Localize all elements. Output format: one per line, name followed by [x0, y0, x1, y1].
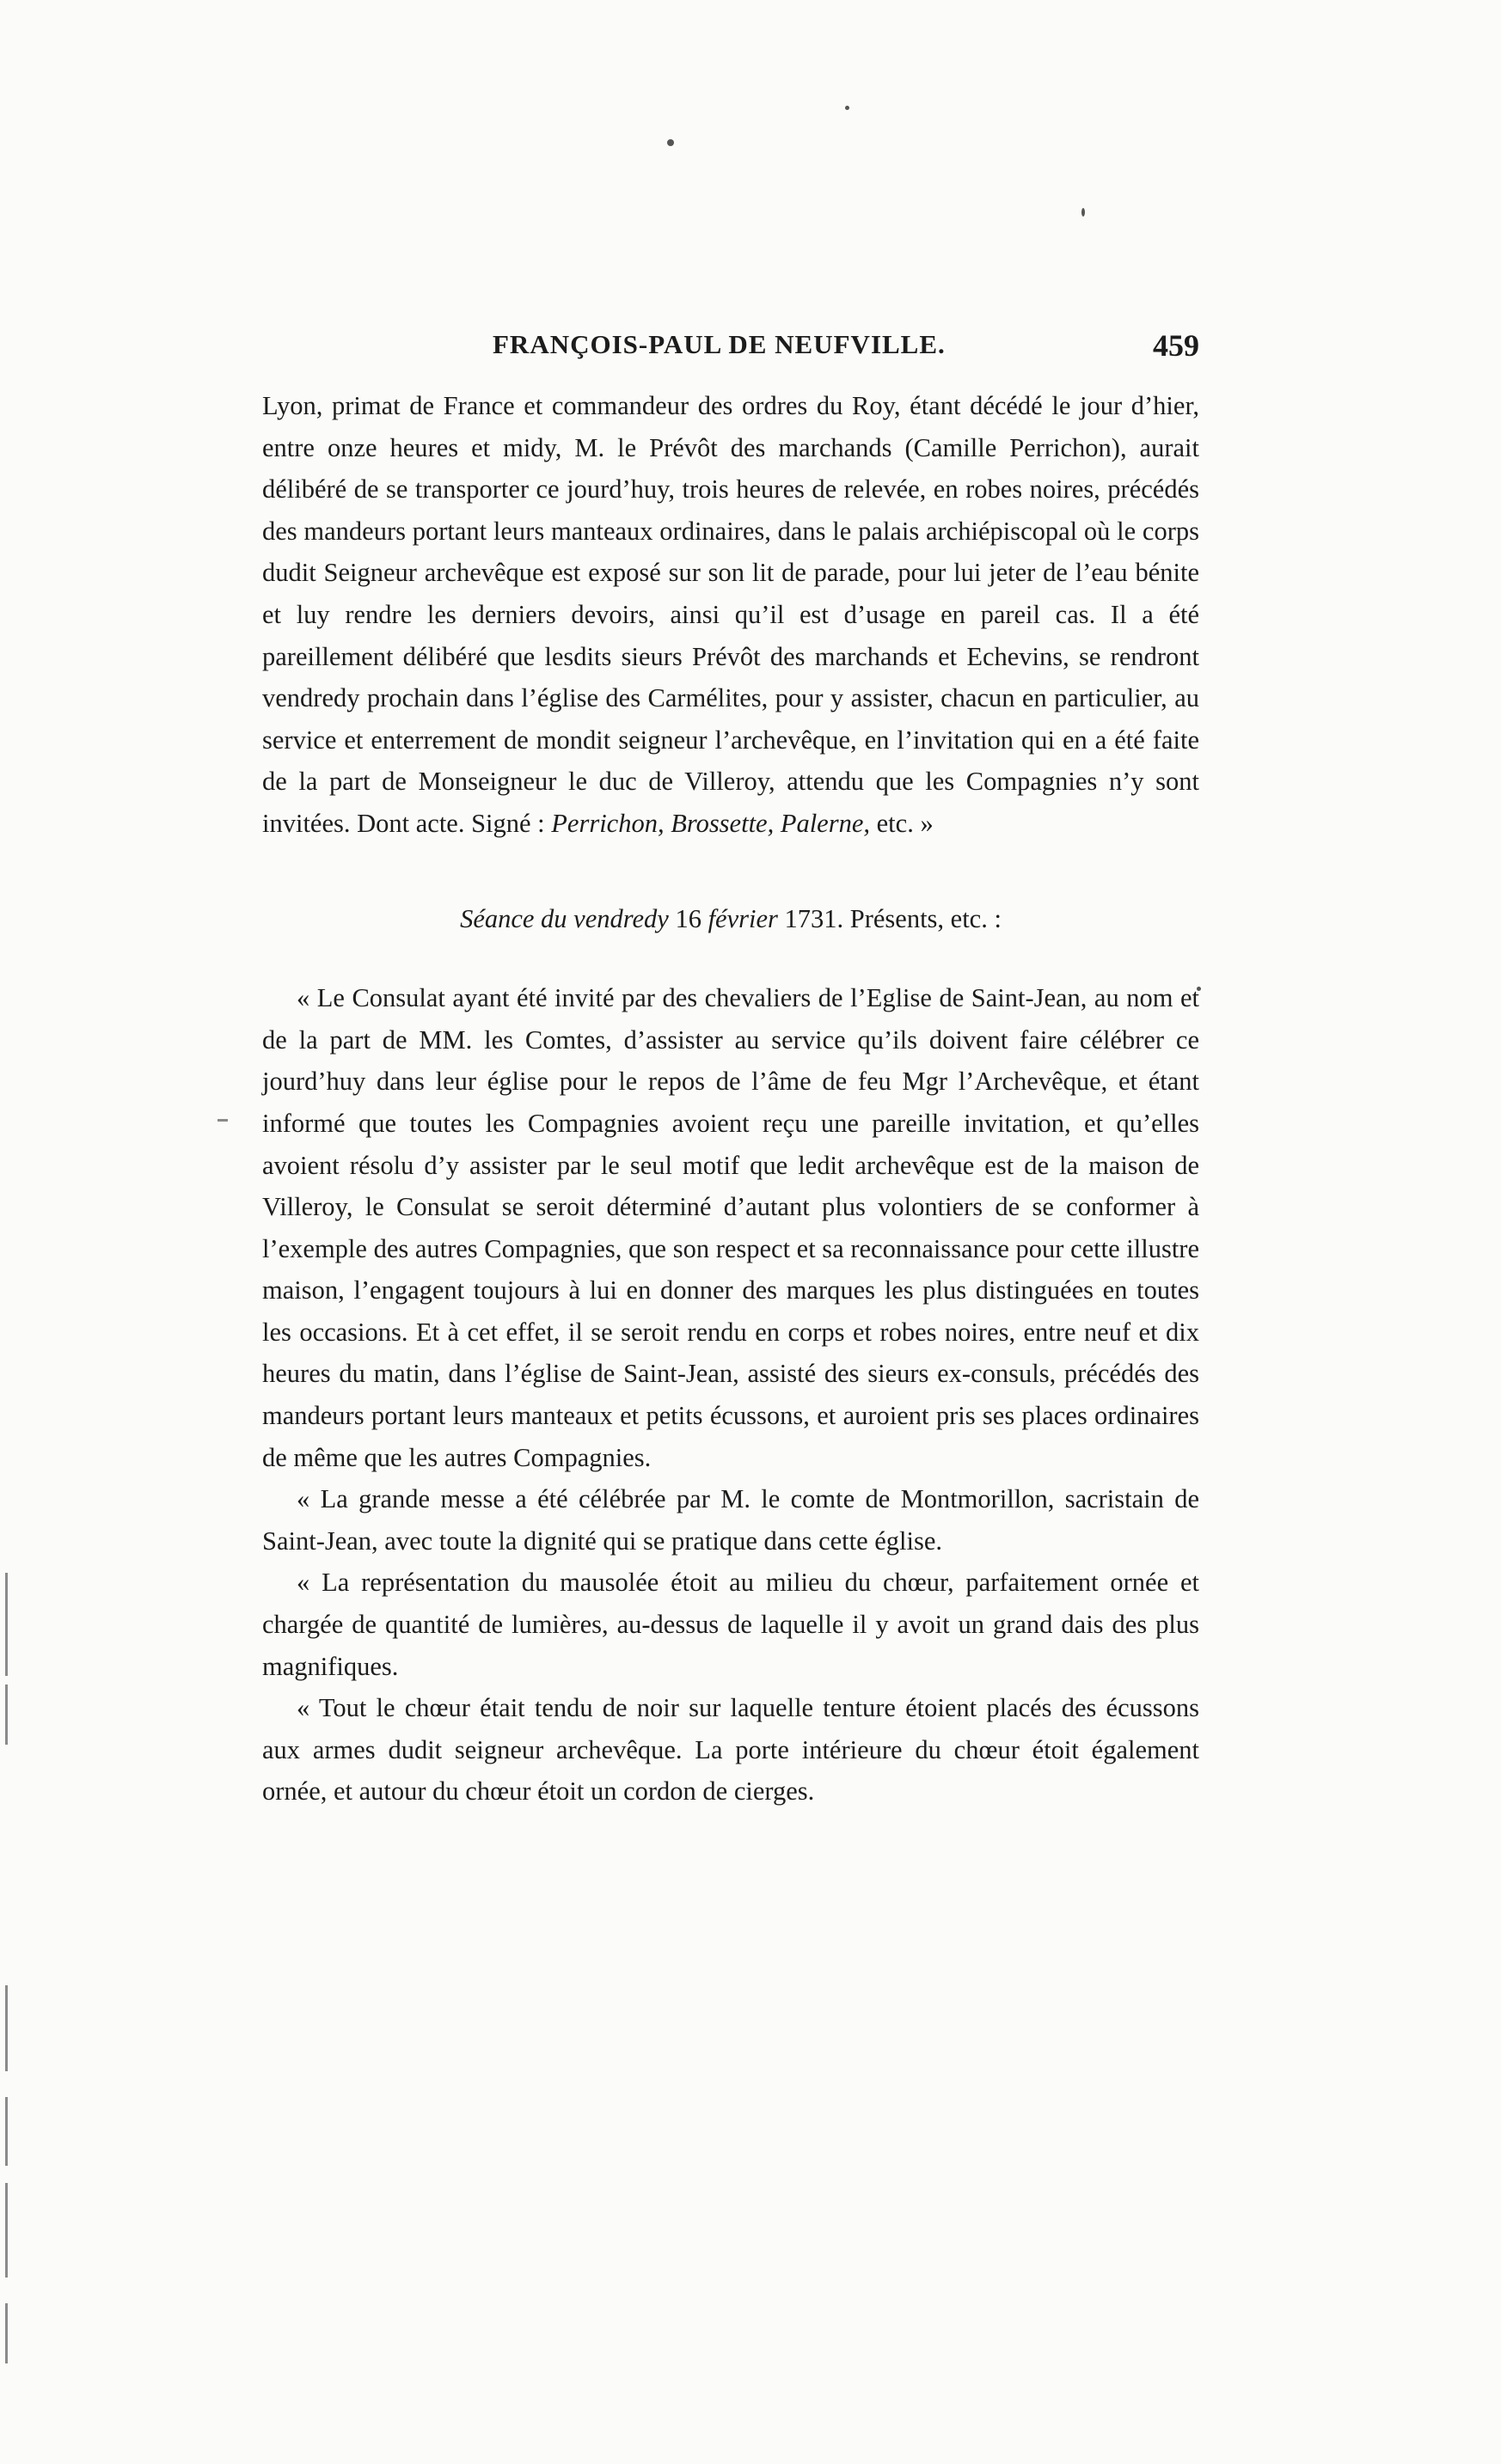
margin-rule — [5, 1684, 8, 1745]
page-header — [262, 329, 1199, 372]
paragraph-text: Lyon, primat de France et commandeur des ordres du Roy, étant décédé le jour d’hier, entre onze heures et midy, M. le Prévôt des marchands (Camille Perrichon), aurait délibéré de se transporter ce jourd’huy, trois heures de relevée, en robes noires, précédés des mandeurs portant leurs manteaux ordinaires, dans le palais archiépiscopal où le corps dudit Seigneur archevêque est exposé sur son lit de parade, pour lui jeter de l’eau bénite et luy rendre les derniers devoirs, ainsi qu’il est d’usage en pareil cas. Il a été pareillement délibéré que lesdits sieurs Prévôt des marchands et Echevins, se rendront vendredy prochain dans l’église des Carmélites, pour y assister, chacun en particulier, au service et enterrement de mondit seigneur l’archevêque, en l’invitation qui en a été faite de la part de Monseigneur le duc de Villeroy, attendu que les Compagnies n’y sont invitées. Dont acte. Signé : — [262, 391, 1199, 838]
margin-dash — [217, 1119, 228, 1122]
session-heading-italic: Séance du vendredy — [460, 903, 669, 933]
session-rest: 1731. Présents, etc. : — [784, 903, 1002, 933]
session-heading — [262, 898, 1199, 940]
margin-rule — [5, 1573, 8, 1676]
margin-rule — [5, 2183, 8, 2278]
signatures: Perrichon, Brossette, Palerne, — [551, 808, 871, 838]
paragraph-mausolee: « La représentation du mausolée étoit au milieu du chœur, parfaitement ornée et chargée de quantité de lumières, au-dessus de laquelle il y avoit un grand dais des plus magnifiques. — [262, 1568, 1199, 1681]
paragraph-grande-messe: « La grande messe a été célébrée par M. le comte de Montmorillon, sacristain de Saint-Jean, avec toute la dignité qui se pratique dans cette église. — [262, 1484, 1199, 1556]
scan-speck — [667, 139, 674, 146]
paragraph-consulat: « Le Consulat ayant été invité par des chevaliers de l’Eglise de Saint-Jean, au nom et de la part de MM. les Comtes, d’assister au service qu’ils doivent faire célébrer ce jourd’huy dans leur église pour le repos de l’âme de feu Mgr l’Archevêque, et étant informé que toutes les Compagnies avoient reçu une pareille invitation, et qu’elles avoient résolu d’y assister par le seul motif que ledit archevêque est de la maison de Villeroy, le Consulat se seroit déterminé d’autant plus volontiers de se conformer à l’exemple des autres Compagnies, que son respect et sa reconnaissance pour cette illustre maison, l’engagent toujours à lui en donner des marques les plus distinguées en toutes les occasions. Et à cet effet, il se seroit rendu en corps et robes noires, entre neuf et dix heures du matin, dans l’église de Saint-Jean, assisté des sieurs ex-consuls, précédés des mandeurs portant leurs manteaux et petits écussons, et auroient pris ses places ordinaires de même que les autres Compagnies. — [262, 983, 1199, 1472]
paragraph-choeur: « Tout le chœur était tendu de noir sur laquelle tenture étoient placés des écussons aux armes dudit seigneur archevêque. La porte intérieure du chœur étoit également ornée, et autour du chœur étoit un cordon de cierges. — [262, 1693, 1199, 1807]
margin-rule — [5, 1985, 8, 2071]
scan-speck — [845, 106, 849, 110]
page-number: 459 — [1153, 328, 1199, 363]
scan-speck — [1081, 208, 1085, 217]
body-text — [262, 385, 1199, 1813]
running-head: FRANÇOIS-PAUL DE NEUFVILLE. — [493, 329, 946, 359]
session-day: 16 — [675, 903, 701, 933]
session-month: février — [708, 903, 778, 933]
paragraph-end: etc. » — [876, 808, 934, 838]
margin-rule — [5, 2097, 8, 2166]
margin-rule — [5, 2303, 8, 2363]
paragraph-continuation — [262, 385, 1199, 845]
